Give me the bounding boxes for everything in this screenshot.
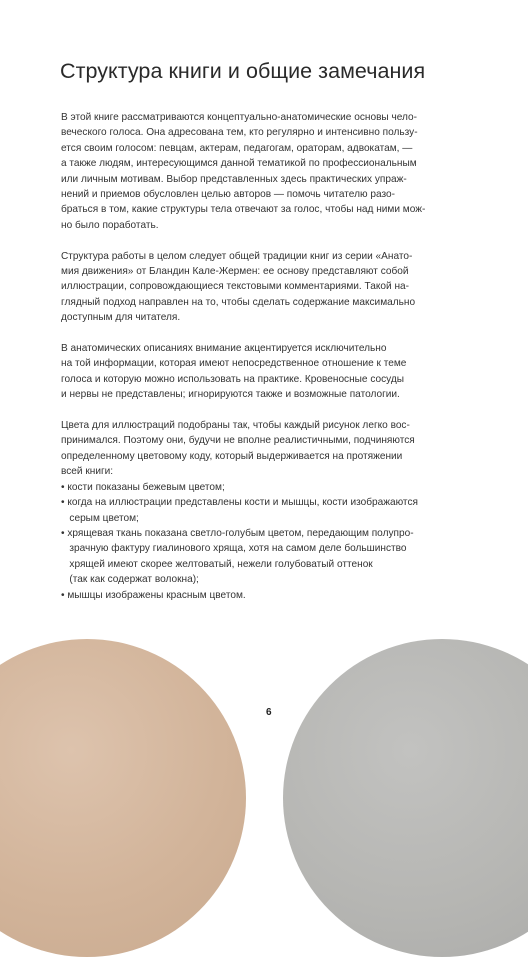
text-line: зрачную фактуру гиалинового хряща, хотя на самом деле большинство	[61, 543, 407, 555]
text-line: доступным для читателя.	[61, 312, 181, 324]
text-line: (так как содержат волокна);	[61, 574, 199, 586]
page-number: 6	[266, 707, 272, 718]
text-line: • когда на иллюстрации представлены кости и мышцы, кости изображаются	[61, 497, 418, 509]
paragraph-intro	[61, 110, 426, 233]
text-line: иллюстрации, сопровождающиеся текстовыми комментариями. Такой на-	[61, 281, 409, 293]
list-item	[61, 588, 421, 603]
list-item	[61, 495, 421, 526]
text-line: голоса и которую можно использовать на практике. Кровеносные сосуды	[61, 373, 405, 385]
text-line: серым цветом;	[61, 512, 139, 524]
body-text	[61, 110, 426, 603]
text-line: а также людям, интересующимся данной тематикой по профессиональным	[61, 158, 417, 170]
text-line: ется своим голосом: певцам, актерам, педагогам, ораторам, адвокатам, —	[61, 142, 413, 154]
text-line: хрящей имеют скорее желтоватый, нежели голубоватый оттенок	[61, 558, 373, 570]
text-line: но было поработать.	[61, 219, 159, 231]
text-line: всей книги:	[61, 466, 114, 478]
text-line: на той информации, которая имеют непосредственное отношение к теме	[61, 358, 407, 370]
text-line: принимался. Поэтому они, будучи не вполне реалистичными, подчиняются	[61, 435, 415, 447]
text-line: или личным мотивам. Выбор представленных здесь практических упраж-	[61, 173, 407, 185]
paragraph-structure	[61, 249, 421, 326]
paragraph-anatomy	[61, 341, 421, 403]
text-line: определенному цветовому коду, который выдерживается на протяжении	[61, 450, 403, 462]
text-line: браться в том, какие структуры тела отвечают за голос, чтобы над ними мож-	[61, 204, 426, 216]
text-line: мия движения» от Бландин Кале-Жермен: ее основу представляют собой	[61, 266, 409, 278]
text-line: нений и приемов обусловлен целью авторов — помочь читателю разо-	[61, 189, 395, 201]
text-line: и нервы не представлены; игнорируются также и возможные патологии.	[61, 389, 400, 401]
text-line: В этой книге рассматриваются концептуально-анатомические основы чело-	[61, 112, 418, 123]
text-line: • хрящевая ткань показана светло-голубым цветом, передающим полупро-	[61, 527, 414, 539]
grey-color-swatch	[283, 639, 528, 957]
text-line: Структура работы в целом следует общей традиции книг из серии «Анато-	[61, 250, 413, 262]
text-line: глядный подход направлен на то, чтобы сделать содержание максимально	[61, 296, 416, 308]
text-line: Цвета для иллюстраций подобраны так, чтобы каждый рисунок легко вос-	[61, 420, 410, 432]
list-item	[61, 526, 421, 588]
text-line: веческого голоса. Она адресована тем, кто регулярно и интенсивно пользу-	[61, 127, 418, 139]
text-line: • мышцы изображены красным цветом.	[61, 589, 246, 601]
beige-color-swatch	[0, 639, 246, 957]
color-code-list	[61, 480, 421, 603]
list-item	[61, 480, 421, 495]
text-line: В анатомических описаниях внимание акцентируется исключительно	[61, 343, 387, 355]
text-line: • кости показаны бежевым цветом;	[61, 481, 225, 493]
page-title: Структура книги и общие замечания	[60, 59, 426, 83]
paragraph-colors	[61, 418, 421, 480]
